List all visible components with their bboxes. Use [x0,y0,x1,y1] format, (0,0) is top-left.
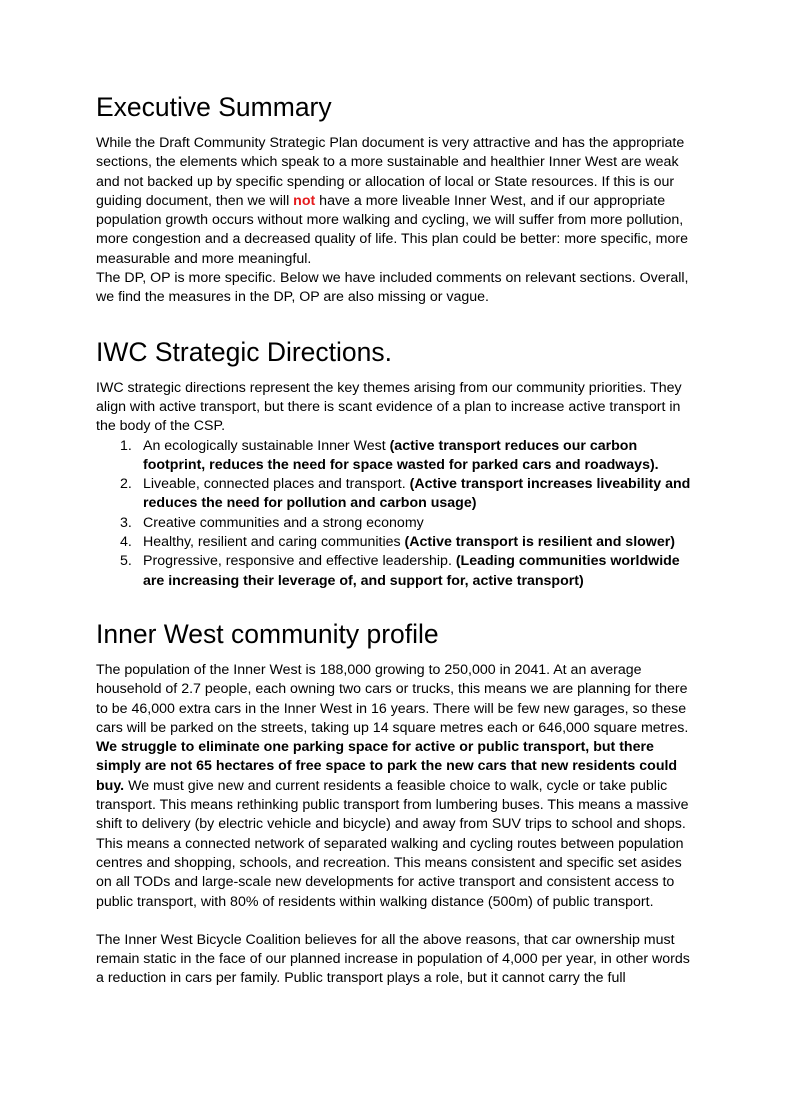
list-item-number: 1. [120,437,132,454]
profile-p1-bold-text: We struggle to eliminate one parking space for active or public transport, but there simply are not 65 hectares of free space to park the new cars that new residents could buy. [96,739,678,794]
list-item-number: 3. [120,514,132,531]
community-profile-paragraph-1 [96,661,696,912]
list-item-bold-text: (active transport reduces our carbon footprint, reduces the need for space wasted for parked cars and roadways). [143,437,659,473]
profile-p1-text-b: We must give new and current residents a feasible choice to walk, cycle or take public transport. This means rethinking public transport from lumbering buses. This means a massive shift to delivery (by electric vehicle and bicycle) and away from SUV trips to school and shops. This means a connected network of separated walking and cycling routes between population centres and shopping, schools, and recreation. This means consistent and specific set asides on all TODs and large-scale new developments for active transport and consistent access to public transport, with 80% of residents within walking distance (500m) of public transport. [96,777,689,910]
community-profile-heading: Inner West community profile [96,618,439,649]
exec-p1-text-b: have a more liveable Inner West, and if our appropriate population growth occurs without more walking and cycling, we will suffer from more pollution, more congestion and a decreased quality of life. This plan could be better: more specific, more measurable and more meaningful. [96,192,688,267]
list-item [96,552,696,591]
iwc-intro-paragraph: IWC strategic directions represent the key themes arising from our community priorities. They align with active transport, but there is scant evidence of a plan to increase active transport in the body of the CSP. [96,379,682,435]
list-item-number: 4. [120,534,132,551]
executive-summary-heading: Executive Summary [96,92,332,122]
profile-p1-text-a: The population of the Inner West is 188,000 growing to 250,000 in 2041. At an average household of 2.7 people, each owning two cars or trucks, this means we are planning for there to be 46,000 extra cars in the Inner West in 16 years. There will be few new garages, so these cars will be parked on the streets, taking up 14 square metres each or 646,000 square metres. [96,661,689,736]
executive-summary-paragraph-2: The DP, OP is more specific. Below we have included comments on relevant sections. Overall, we find the measures in the DP, OP are also missing or vague. [96,270,689,306]
iwc-strategic-directions-heading: IWC Strategic Directions. [96,336,392,367]
iwc-strategic-directions-section [96,335,696,591]
list-item-number: 2. [120,476,132,493]
list-item-text: Progressive, responsive and effective leadership. [143,553,456,570]
list-item [96,533,696,552]
exec-p1-emphasis-not: not [293,192,316,209]
list-item-text: Liveable, connected places and transport. [143,476,410,493]
executive-summary-section [96,90,696,308]
executive-summary-paragraph-1 [96,134,696,269]
list-item [96,437,696,476]
list-item-text: An ecologically sustainable Inner West [143,437,390,454]
list-item-bold-text: (Leading communities worldwide are increasing their leverage of, and support for, active transport) [143,553,680,589]
community-profile-section [96,617,696,989]
list-item-text: Healthy, resilient and caring communities [143,534,405,551]
strategic-directions-list [96,437,696,591]
list-item-bold-text: (Active transport increases liveability and reduces the need for pollution and carbon usage) [143,476,691,512]
list-item [96,514,696,533]
list-item-text: Creative communities and a strong economy [143,514,424,531]
list-item-bold-text: (Active transport is resilient and slower) [404,534,675,551]
community-profile-paragraph-2: The Inner West Bicycle Coalition believes for all the above reasons, that car ownership must remain static in the face of our planned increase in population of 4,000 per year, in other words a reduction in cars per family. Public transport plays a role, but it cannot carry the full [96,931,690,987]
exec-p1-text-a: While the Draft Community Strategic Plan document is very attractive and has the appropriate sections, the elements which speak to a more sustainable and healthier Inner West are weak and not backed up by specific spending or allocation of local or State resources. If this is our guiding document, then we will [96,135,685,209]
list-item [96,475,696,514]
document-page [96,90,696,989]
list-item-number: 5. [120,553,132,570]
